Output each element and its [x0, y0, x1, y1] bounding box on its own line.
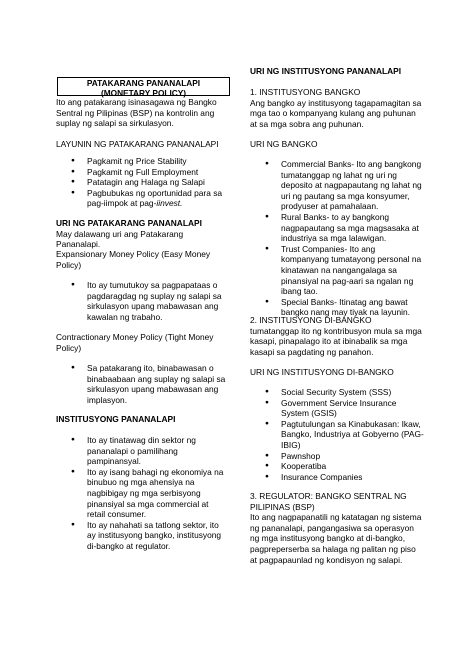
list-item: [56, 363, 226, 405]
expansionary-section: [56, 249, 226, 270]
expansionary-heading: Expansionary Money Policy (Easy Money Policy): [56, 249, 211, 270]
uri-intro: May dalawang uri ang Patakarang Pananalapi.: [56, 228, 184, 250]
institusyong-section: [56, 414, 226, 425]
list-item: [56, 435, 226, 467]
bangko-list: [250, 159, 425, 318]
institusyong-heading: INSTITUSYONG PANANALAPI: [56, 414, 176, 424]
list-item: [250, 461, 425, 472]
dibangko-section: [250, 315, 425, 357]
uri-dibangko-heading: URI NG INSTITUSYONG DI-BANGKO: [250, 367, 394, 377]
list-item: [250, 451, 425, 462]
bangko-intro: Ang bangko ay institusyong tagapamagitan sa mga tao o kompanyang kulang ang puhunan at sa mga sobra ang puhunan.: [250, 97, 422, 129]
list-item-text: Ito ay tinatawag din sektor ng pananalapi o pamilihang pampinansyal.: [87, 435, 196, 467]
title-line1: PATAKARANG PANANALAPI: [86, 78, 201, 88]
list-item: [56, 467, 226, 520]
dibangko-heading: 2. INSTITUSYONG DI-BANGKO: [250, 315, 372, 325]
intro-paragraph: [56, 97, 226, 129]
list-item: [250, 387, 425, 398]
list-item-text: Rural Banks- to ay bangkong nagpapautang sa mga magsasaka at industriya sa mga lalawigan.: [281, 211, 419, 244]
list-item-text: Pagkamit ng Price Stability: [87, 156, 187, 166]
contractionary-section: [56, 332, 226, 353]
list-item-text: Pagbubukas ng oportunidad para sa pag-iimpok at pag-: [87, 187, 223, 209]
list-item-text: Pagtutulungan sa Kinabukasan: Ikaw, Bangko, Industriya at Gobyerno (PAG-IBIG): [281, 418, 424, 450]
dibangko-intro: tumatanggap ito ng kontribusyon mula sa mga kasapi, pinapalago ito at ibinabalik sa mga kasapi sa pagdating ng panahon.: [250, 325, 422, 357]
dibangko-list: [250, 387, 425, 482]
bangko-heading: 1. INSTITUSYONG BANGKO: [250, 87, 361, 97]
list-item-text: Ito ay isang bahagi ng ekonomiya na binubuo ng mga ahensiya na nagbibigay ng mga serbisyong pinansiyal sa mga commercial at retail consumer.: [87, 466, 224, 520]
uri-dibangko-section: [250, 367, 425, 378]
layunin-section: [56, 139, 226, 150]
uri-section: [56, 218, 226, 250]
list-item-text: Patatagin ang Halaga ng Salapi: [87, 177, 205, 188]
list-item: [56, 156, 226, 167]
uri-heading: URI NG PATAKARANG PANANALAPI: [56, 218, 202, 228]
institusyong-list: [56, 435, 226, 552]
list-item: [56, 280, 226, 322]
uri-institusyong-section: [250, 66, 425, 77]
list-item-text: Trust Companies- Ito ang kompanyang tumatayong personal na kinatawan na nangangalaga sa pinansiyal na pag-aari sa ngalan ng ibang tao.: [281, 243, 422, 297]
uri-bangko-heading: URI NG BANGKO: [250, 139, 318, 149]
list-item: [250, 472, 425, 483]
list-item-text: Pawnshop: [281, 450, 321, 461]
regulator-text: Ito ang nagpapanatili ng katatagan ng sistema ng pananalapi, pangangasiwa sa operasyon ng mga institusyong bangko at di-bangko, pagpreperserba sa halaga ng palitan ng piso at pagpapaunlad ng kondisyon ng salapi.: [250, 512, 422, 565]
bangko-section: [250, 87, 425, 129]
title-box: [57, 77, 230, 96]
list-item: [250, 398, 425, 419]
italic-text: iinvest.: [156, 198, 183, 209]
list-item-text: Social Security System (SSS): [281, 387, 392, 397]
layunin-list: [56, 156, 226, 209]
list-item-text: Commercial Banks- Ito ang bangkong tumatanggap ng lahat ng uri ng deposito at nagpapautang ng lahat ng uri ng pautang sa mga konsyumer, prodyuser at pamahalaan.: [281, 159, 422, 212]
list-item: [56, 167, 226, 178]
intro-text: Ito ang patakarang isinasagawa ng Bangko Sentral ng Pilipinas (BSP) na kontrolin ang suplay ng salapi sa sirkulasyon.: [56, 97, 217, 129]
list-item: [250, 244, 425, 297]
list-item-text: Sa patakarang ito, binabawasan o binabaabaan ang suplay ng salapi sa sirkulasyon upang mabawasan ang implasyon.: [87, 363, 226, 405]
list-item: [56, 520, 226, 552]
list-item: [250, 212, 425, 244]
title-line2: (MONETARY POLICY): [100, 87, 187, 98]
list-item: [250, 419, 425, 451]
uri-institusyong-heading: URI NG INSTITUSYONG PANANALAPI: [250, 66, 402, 76]
expansionary-list: [56, 280, 226, 322]
regulator-heading: 3. REGULATOR: BANGKO SENTRAL NG PILIPINAS (BSP): [250, 491, 407, 512]
list-item-text: Government Service Insurance System (GSIS): [281, 397, 397, 419]
layunin-heading: LAYUNIN NG PATAKARANG PANANALAPI: [56, 139, 219, 149]
list-item-text: Ito ay nahahati sa tatlong sektor, ito ay institusyong bangko, institusyong di-bangko at regulator.: [87, 519, 222, 551]
list-item-text: Insurance Companies: [281, 471, 363, 482]
list-item-text: Pagkamit ng Full Employment: [87, 166, 199, 177]
list-item: [56, 177, 226, 188]
list-item-text: Ito ay tumutukoy sa pagpapataas o pagdaragdag ng suplay ng salapi sa sirkulasyon upang mabawasan ang kawalan ng trabaho.: [87, 280, 222, 322]
regulator-section: [250, 491, 425, 565]
uri-bangko-section: [250, 139, 425, 150]
contractionary-heading: Contractionary Money Policy (Tight Money Policy): [56, 332, 214, 353]
list-item: [250, 159, 425, 212]
list-item-text: Kooperatiba: [281, 461, 327, 472]
list-item: [56, 188, 226, 209]
list-item-text: Special Banks- Itinatag ang bawat bangko nang may tiyak na layunin.: [281, 296, 410, 318]
contractionary-list: [56, 363, 226, 405]
